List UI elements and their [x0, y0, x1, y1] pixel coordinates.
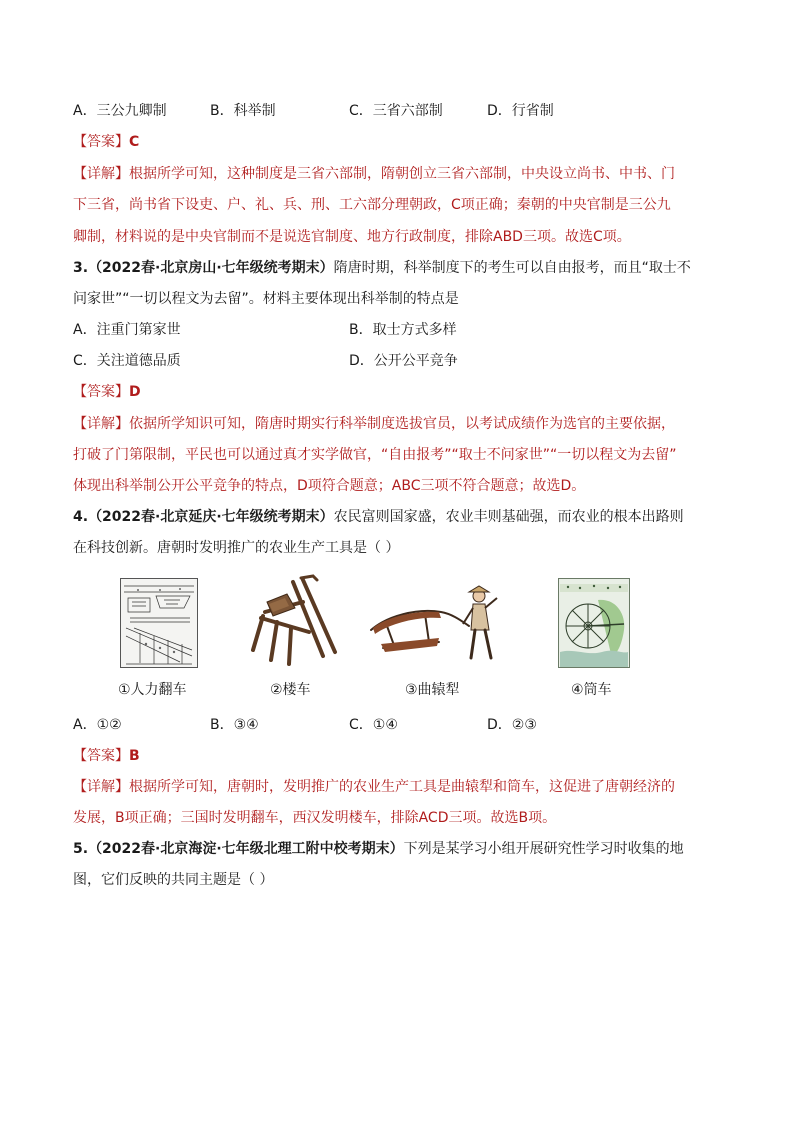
q3-detail-line-1: 【详解】依据所学知识可知，隋唐时期实行科举制度选拔官员，以考试成绩作为选官的主要依据， [73, 416, 675, 432]
q3-stem-line-2: 问家世”“一切以程文为去留”。材料主要体现出科举制的特点是 [73, 291, 459, 307]
q3-option-b: B．取士方式多样 [349, 322, 457, 338]
question-number: 4. [73, 509, 89, 525]
curved-plow-image [367, 582, 501, 664]
q4-detail-line-1: 【详解】根据所学可知，唐朝时，发明推广的农业生产工具是曲辕犁和筒车，这促进了唐朝经济的 [73, 779, 675, 795]
answer-value: C [129, 134, 140, 150]
q3-option-c: C．关注道德品质 [73, 353, 181, 369]
question-source: （2022春·北京延庆·七年级统考期末） [88, 509, 334, 525]
q2-option-d: D．行省制 [487, 103, 554, 119]
answer-label: 【答案】 [73, 384, 129, 400]
q3-option-a: A．注重门第家世 [73, 322, 181, 338]
q4-option-d: D．②③ [487, 717, 537, 733]
noria-painting-image [558, 578, 630, 668]
q5-stem-line-2: 图，它们反映的共同主题是（ ） [73, 872, 274, 888]
q3-detail-line-2: 打破了门第限制，平民也可以通过真才实学做官，“自由报考”“取士不问家世”“一切以程文为去留” [73, 447, 677, 463]
q4-stem-line-1: 4.（2022春·北京延庆·七年级统考期末）农民富则国家盛，农业丰则基础强，而农业的根本出路则 [73, 509, 684, 525]
q3-option-d: D．公开公平竞争 [349, 353, 458, 369]
q4-caption-3: ③曲辕犁 [405, 682, 460, 698]
question-number: 3. [73, 260, 89, 276]
answer-label: 【答案】 [73, 748, 129, 764]
q2-option-c: C．三省六部制 [349, 103, 443, 119]
q4-option-b: B．③④ [210, 717, 259, 733]
q4-option-c: C．①④ [349, 717, 398, 733]
question-number: 5. [73, 841, 89, 857]
q4-caption-4: ④筒车 [571, 682, 612, 698]
detail-label: 【详解】 [73, 416, 129, 432]
q3-stem-line-1: 3.（2022春·北京房山·七年级统考期末）隋唐时期，科举制度下的考生可以自由报考，而且“取士不 [73, 260, 691, 276]
q2-detail-line-1: 【详解】根据所学可知，这种制度是三省六部制，隋朝创立三省六部制，中央设立尚书、中书、门 [73, 166, 675, 182]
q3-answer [73, 383, 141, 401]
q4-detail-line-2: 发展，B项正确；三国时发明翻车，西汉发明楼车，排除ACD三项。故选B项。 [73, 810, 557, 826]
answer-value: B [129, 748, 140, 764]
question-source: （2022春·北京房山·七年级统考期末） [88, 260, 334, 276]
q2-detail-line-3: 卿制，材料说的是中央官制而不是说选官制度、地方行政制度，排除ABD三项。故选C项。 [73, 229, 631, 245]
q4-stem-line-2: 在科技创新。唐朝时发明推广的农业生产工具是（ ） [73, 540, 400, 556]
q2-option-a: A．三公九卿制 [73, 103, 167, 119]
q2-answer [73, 133, 139, 151]
seed-drill-image [243, 572, 341, 670]
detail-label: 【详解】 [73, 779, 129, 795]
q3-detail-line-3: 体现出科举制公开公平竞争的特点，D项符合题意；ABC三项不符合题意；故选D。 [73, 478, 586, 494]
q5-stem-line-1: 5.（2022春·北京海淀·七年级北理工附中校考期末）下列是某学习小组开展研究性学习时收集的地 [73, 841, 684, 857]
q4-caption-1: ①人力翻车 [118, 682, 187, 698]
detail-label: 【详解】 [73, 166, 129, 182]
question-source: （2022春·北京海淀·七年级北理工附中校考期末） [88, 841, 404, 857]
waterwheel-engraving-image [120, 578, 198, 668]
q2-option-b: B．科举制 [210, 103, 276, 119]
q4-answer [73, 747, 140, 765]
answer-label: 【答案】 [73, 134, 129, 150]
answer-value: D [129, 384, 141, 400]
q4-caption-2: ②楼车 [270, 682, 311, 698]
q4-option-a: A．①② [73, 717, 122, 733]
q2-detail-line-2: 下三省，尚书省下设吏、户、礼、兵、刑、工六部分理朝政，C项正确；秦朝的中央官制是三公九 [73, 197, 671, 213]
